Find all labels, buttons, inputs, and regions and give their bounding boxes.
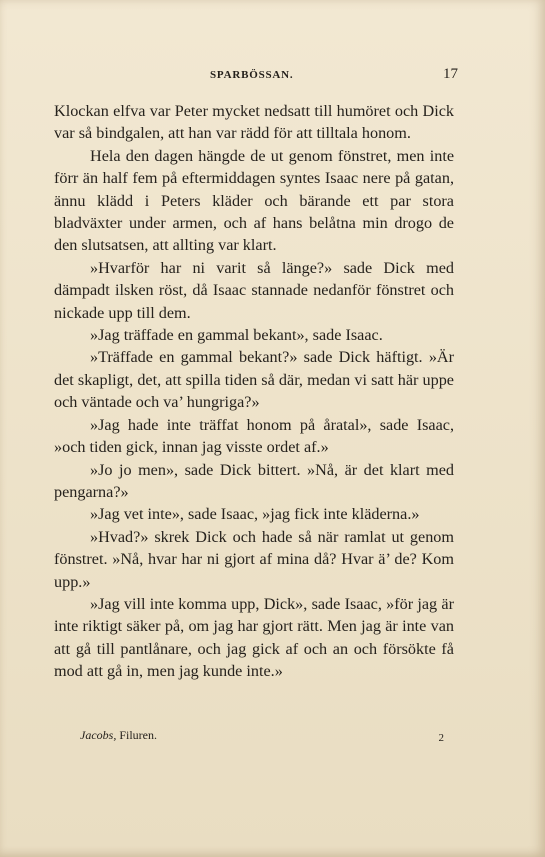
footer-author: Jacobs, xyxy=(80,728,117,742)
paragraph: »Jag vill inte komma upp, Dick», sade Isaac, »för jag är inte riktigt säker på, om jag har gjort rätt. Men jag är inte van att gå till pantlånare, och jag gick af och an och försökte få mod att gå in, men jag kunde inte.» xyxy=(54,594,454,681)
signature-mark: 2 xyxy=(438,732,444,744)
paragraph: »Jag träffade en gammal bekant», sade Isaac. xyxy=(90,326,383,345)
page-header xyxy=(210,66,458,84)
page-number: 17 xyxy=(443,66,458,82)
page-footer xyxy=(80,728,444,746)
paragraph: »Hvarför har ni varit så länge?» sade Dick med dämpadt ilsken röst, då Isaac stannade nedanför fönstret och nickade upp till dem. xyxy=(54,258,454,322)
running-head: SPARBÖSSAN. xyxy=(210,69,294,81)
paragraph: Hela den dagen hängde de ut genom fönstret, men inte förr än half fem på eftermiddagen syntes Isaac nere på gatan, ännu klädd i Peters kläder och bärande ett par stora bladväxter under armen, och af hans belåtna min drogo de den slutsatsen, att allting var klart. xyxy=(54,146,454,255)
paragraph: »Jag hade inte träffat honom på åratal», sade Isaac, »och tiden gick, innan jag visste ordet af.» xyxy=(54,415,454,457)
body-text xyxy=(54,100,454,683)
paragraph: »Hvad?» skrek Dick och hade så när ramlat ut genom fönstret. »Nå, hvar har ni gjort af mina då? Hvar ä’ de? Kom upp.» xyxy=(54,527,454,591)
footer-title: Filuren. xyxy=(119,728,157,742)
footer-credit xyxy=(80,728,157,743)
paragraph: »Jo jo men», sade Dick bittert. »Nå, är det klart med pengarna?» xyxy=(54,460,454,501)
paragraph: »Träffade en gammal bekant?» sade Dick häftigt. »Är det skapligt, det, att spilla tiden så där, medan vi satt här uppe och väntade och va’ hungriga?» xyxy=(54,348,454,412)
paragraph: Klockan elfva var Peter mycket nedsatt till humöret och Dick var så bindgalen, att han var rädd för att tilltala honom. xyxy=(54,102,454,143)
paragraph: »Jag vet inte», sade Isaac, »jag fick inte kläderna.» xyxy=(90,505,420,524)
